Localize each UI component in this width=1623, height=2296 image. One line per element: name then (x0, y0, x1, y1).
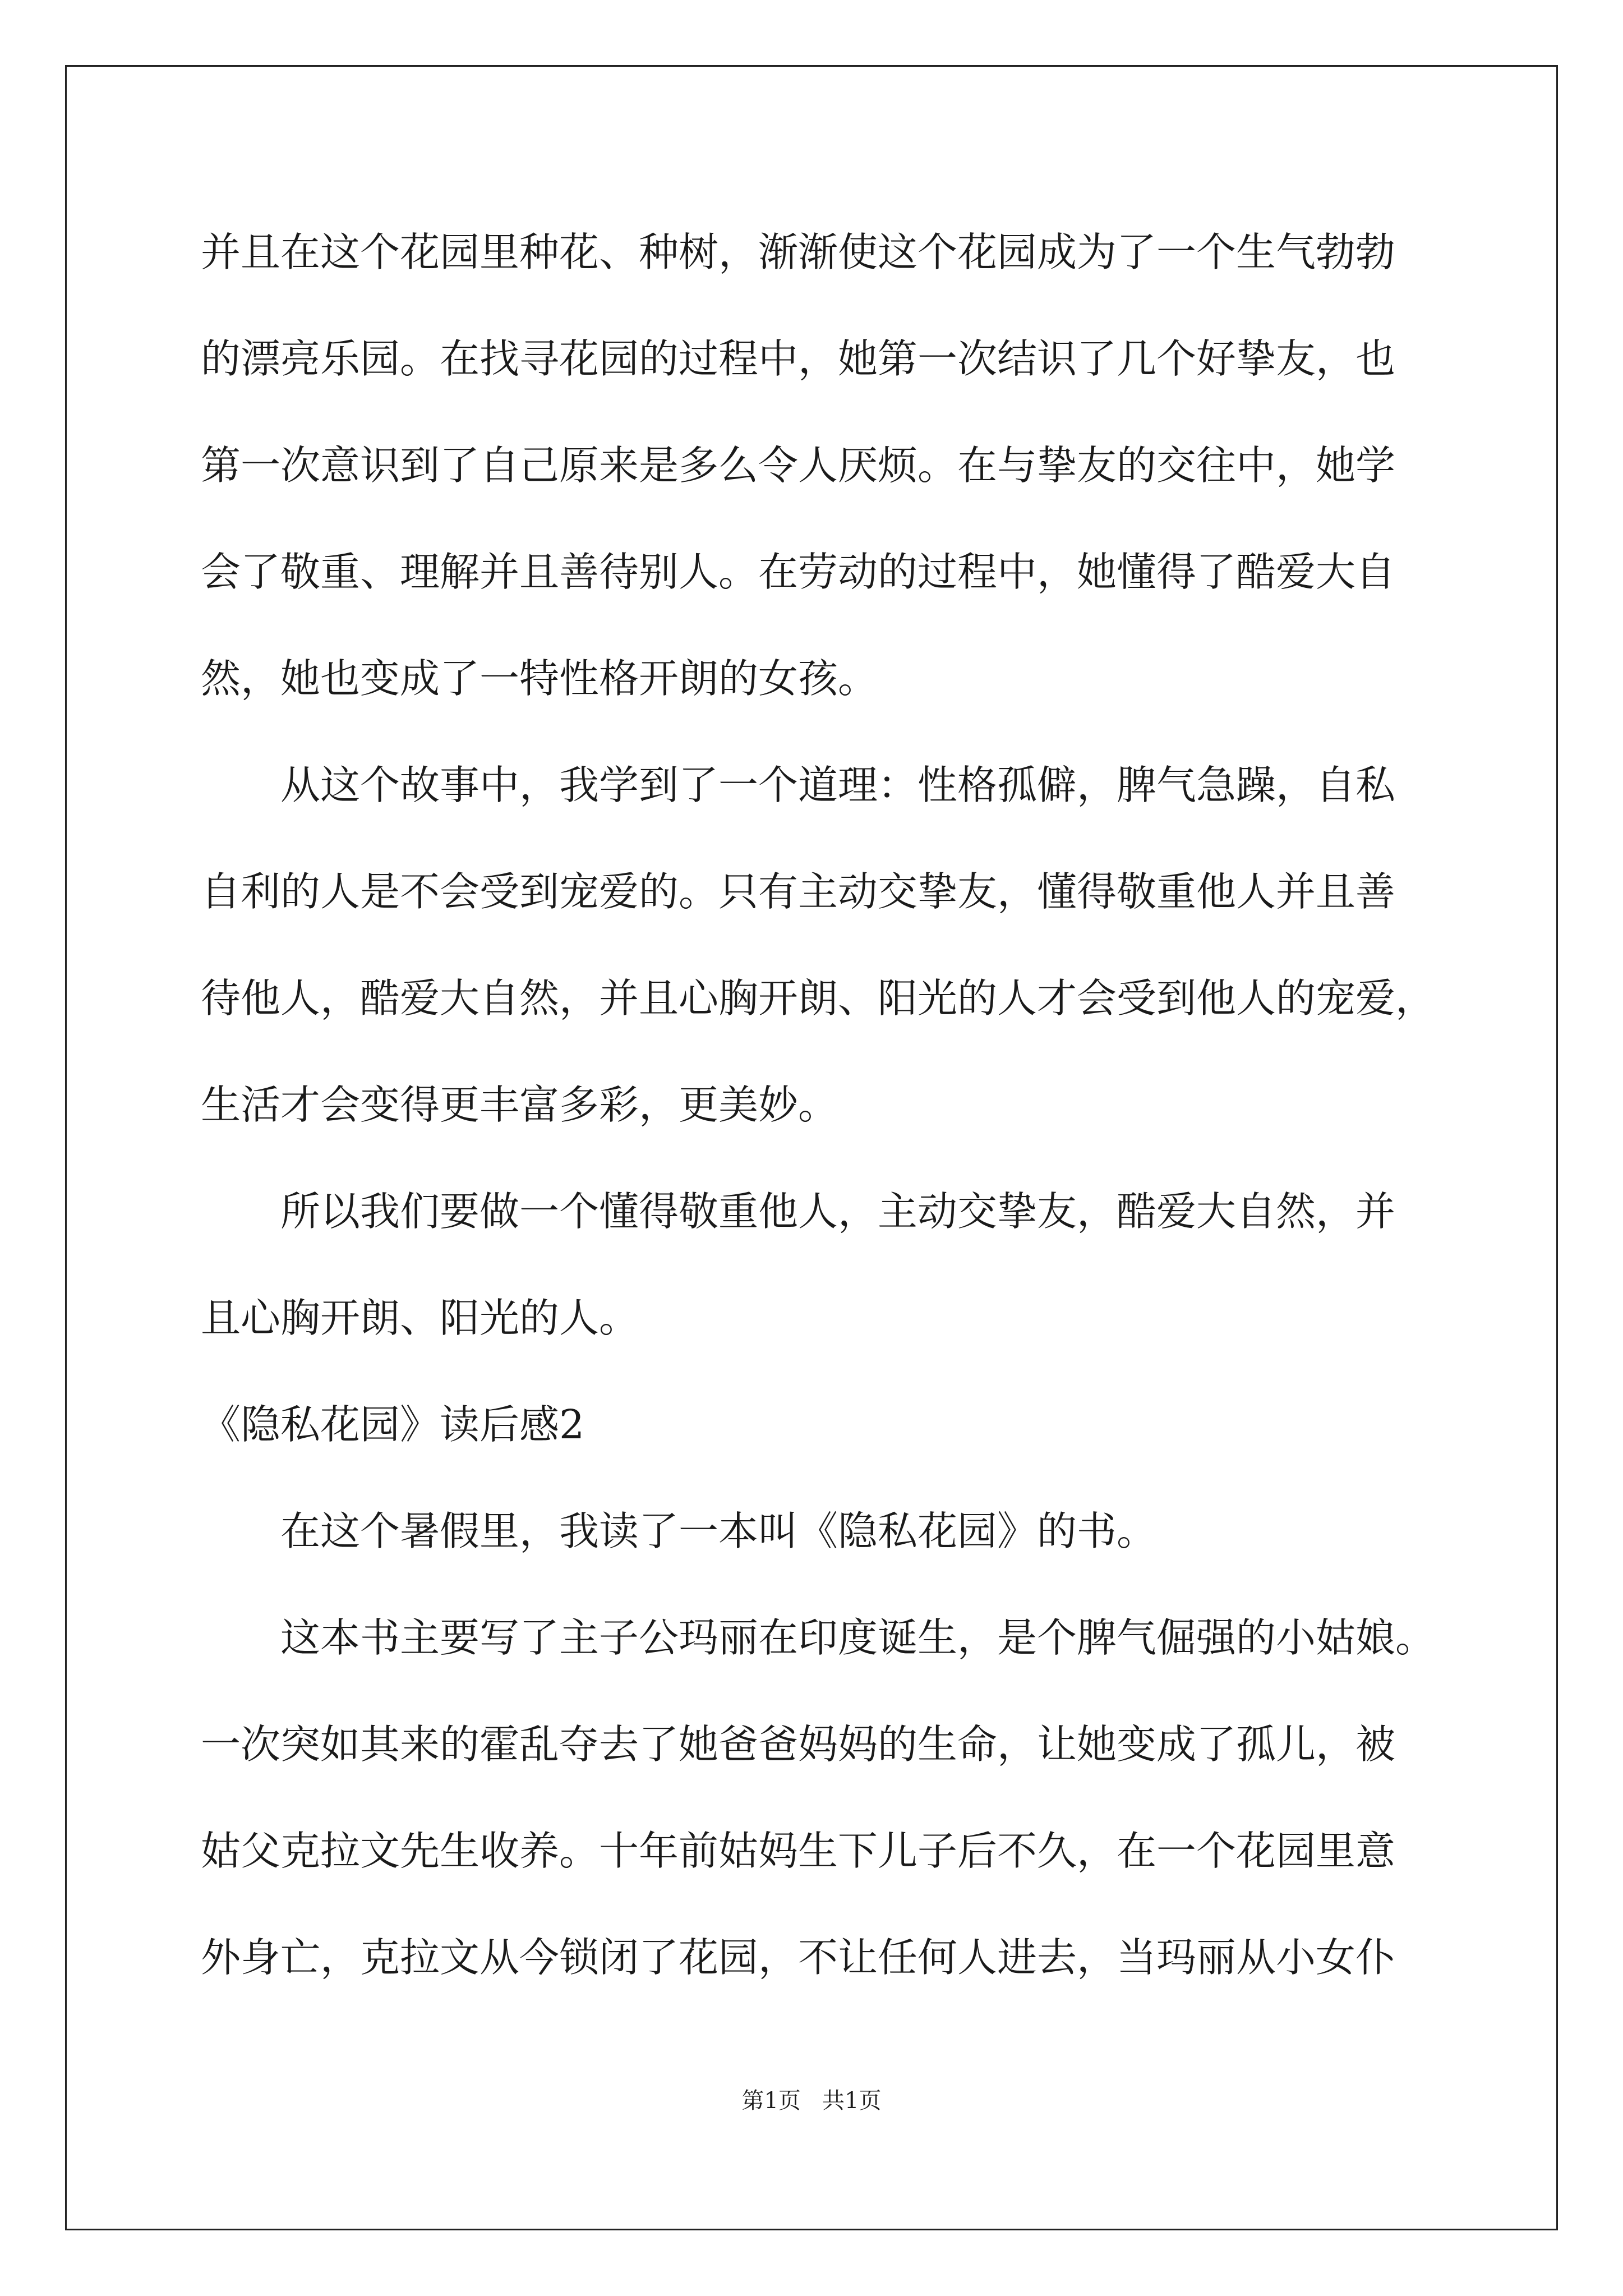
body-line: 在这个暑假里，我读了一本叫《隐私花园》的书。 (280, 1508, 1157, 1554)
body-line: 从这个故事中，我学到了一个道理：性格孤僻，脾气急躁，自私 (280, 762, 1396, 808)
body-line: 生活才会变得更丰富多彩，更美妙。 (201, 1082, 838, 1128)
body-line: 自利的人是不会受到宠爱的。只有主动交挚友，懂得敬重他人并且善 (201, 868, 1396, 915)
body-line: 这本书主要写了主子公玛丽在印度诞生，是个脾气倔强的小姑娘。 (280, 1614, 1436, 1661)
body-line: 的漂亮乐园。在找寻花园的过程中，她第一次结识了几个好挚友，也 (201, 335, 1396, 382)
body-line: 然，她也变成了一特性格开朗的女孩。 (201, 655, 878, 702)
section-heading: 《隐私花园》读后感2 (201, 1401, 585, 1448)
page-border (65, 65, 1558, 2230)
page-footer: 第1页 共1页 (741, 2088, 882, 2114)
body-line: 所以我们要做一个懂得敬重他人，主动交挚友，酷爱大自然，并 (280, 1188, 1396, 1235)
body-line: 且心胸开朗、阳光的人。 (201, 1295, 639, 1341)
body-line: 姑父克拉文先生收养。十年前姑妈生下儿子后不久，在一个花园里意 (201, 1828, 1396, 1874)
body-line: 会了敬重、理解并且善待别人。在劳动的过程中，她懂得了酷爱大自 (201, 549, 1396, 595)
body-line: 外身亡，克拉文从今锁闭了花园，不让任何人进去，当玛丽从小女仆 (201, 1934, 1396, 1981)
body-line: 待他人，酷爱大自然，并且心胸开朗、阳光的人才会受到他人的宠爱， (201, 975, 1436, 1022)
body-line: 第一次意识到了自己原来是多么令人厌烦。在与挚友的交往中，她学 (201, 442, 1396, 489)
body-line: 并且在这个花园里种花、种树，渐渐使这个花园成为了一个生气勃勃 (201, 229, 1396, 275)
body-line: 一次突如其来的霍乱夺去了她爸爸妈妈的生命，让她变成了孤儿，被 (201, 1721, 1396, 1768)
